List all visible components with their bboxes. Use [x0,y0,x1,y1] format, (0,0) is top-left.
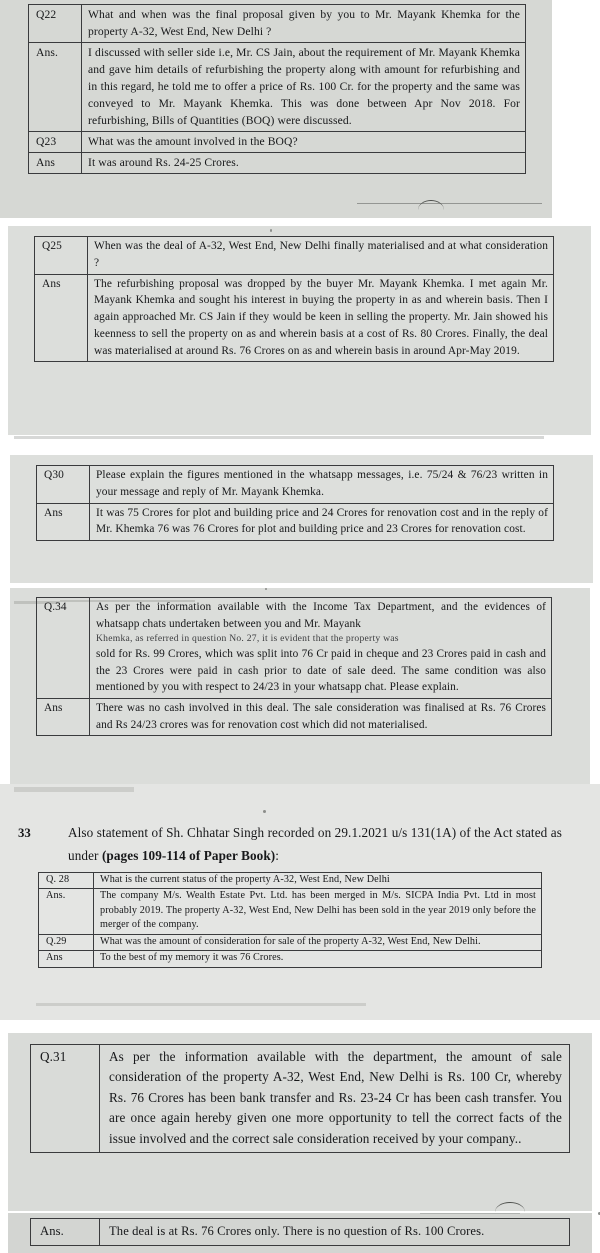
table-row [29,132,526,153]
row-text-part1: As per the information available with the Income Tax Department, and the evidences of whatsapp chats undertaken between you and Mr. Mayank [96,601,546,630]
scan-smudge [14,787,134,792]
scan-speck [265,588,267,590]
paragraph-lead: Also statement of Sh. Chhatar Singh recorded on 29.1.2021 u/s 131(1A) of the Act stated as under [68,825,562,863]
row-label: Q22 [29,5,82,43]
table-row [39,934,542,950]
table-row [39,951,542,967]
table-row [37,503,554,541]
row-label: Q30 [37,466,90,504]
row-text: The refurbishing proposal was dropped by the buyer Mr. Mayank Khemka. I met again Mr. Mayank Khemka and sought his interest in buying the property in as and wherein basis. Then I again approached Mr. CS Jain if they would be keen in selling the property. Mr. Jain showed his keenness to sell the property on as and wherein basis at a cost of Rs. 80 Crores. Finally, the deal was materialised at around Rs. 76 Crores on as and wherein basis in around Apr-May 2019. [88,274,554,362]
table-row [37,598,552,699]
table-row [37,699,552,736]
row-text: There was no cash involved in this deal. The sale consideration was finalised at Rs. 76 Crores and Rs 24/23 crores was for renovation cost which did not materialised. [90,699,552,736]
row-label: Ans [35,274,88,362]
qa-table-q30 [36,465,554,541]
qa-table-final-answer [30,1218,570,1246]
row-text: As per the information available with the department, the amount of sale consideration of the property A-32, West End, New Delhi is Rs. 100 Cr, whereby Rs. 76 Crores has been bank transfer and Rs. 23-24 Cr has been cash transfer. You are once again hereby given one more opportunity to tell the correct facts of the issue involved and the correct sale consideration received by your company.. [100,1045,570,1153]
row-text-faint: Khemka, as referred in question No. 27, it is evident that the property was [96,633,399,645]
row-label: Q.31 [31,1045,100,1153]
scan-smudge [14,436,544,439]
row-text: It was around Rs. 24-25 Crores. [82,153,526,174]
scan-speck [263,810,266,813]
row-label: Ans [29,153,82,174]
row-text-part2: sold for Rs. 99 Crores, which was split into 76 Cr paid in cheque and 23 Crores paid in cash and the 23 Crores were paid in cash prior to date of sale deed. The same condition was also mentioned by you with respect to 24/23 in your whatsapp chat. Please explain. [96,648,546,694]
table-row [35,274,554,362]
table-row [39,889,542,934]
row-text: It was 75 Crores for plot and building price and 24 Crores for renovation cost and in the reply of Mr. Khemka 76 was 76 Crores for plot and building price and 23 Crores for renovation cost. [90,503,554,541]
table-row [31,1219,570,1246]
table-row [37,466,554,504]
row-text: I discussed with seller side i.e, Mr. CS Jain, about the requirement of Mr. Mayank Khemka and gave him details of refurbishing the property along with amount for refurbishing and in this regard, he told me to offer a price of Rs. 100 Cr. for the property and the same was conveyed to Mr. Mayank Khemka. This was done between Apr Nov 2018. For refurbishing, Bills of Quantities (BOQ) were discussed. [82,43,526,132]
scan-line [420,1213,520,1214]
qa-table-q25 [34,236,554,362]
numbered-paragraph-33 [18,822,584,867]
row-text-group [90,598,552,699]
row-text: Please explain the figures mentioned in the whatsapp messages, i.e. 75/24 & 76/23 written in your message and reply of Mr. Mayank Khemka. [90,466,554,504]
paragraph-tail: : [275,847,280,863]
row-text: What was the amount involved in the BOQ? [82,132,526,153]
row-label: Ans. [29,43,82,132]
row-label: Q25 [35,237,88,275]
row-label: Q23 [29,132,82,153]
row-label: Ans [37,699,90,736]
row-label: Q.29 [39,934,94,950]
qa-table-q28 [38,872,542,968]
scan-speck [270,229,272,232]
row-text: The company M/s. Wealth Estate Pvt. Ltd. has been merged in M/s. SICPA India Pvt. Ltd in most probably 2019. The property A-32, West End, New Delhi has been sold in the year 2019 only before the merger of the company. [94,889,542,934]
row-text: What and when was the final proposal given by you to Mr. Mayank Khemka for the property A-32, West End, New Delhi ? [82,5,526,43]
qa-table-q22 [28,4,526,174]
row-label: Ans. [31,1219,100,1246]
paragraph-number: 33 [18,826,31,840]
scan-smudge [36,1003,366,1006]
row-label: Q.34 [37,598,90,699]
table-row [35,237,554,275]
row-text: To the best of my memory it was 76 Crores. [94,951,542,967]
row-text: The deal is at Rs. 76 Crores only. There is no question of Rs. 100 Crores. [100,1219,570,1246]
table-row [31,1045,570,1153]
qa-table-q34 [36,597,552,736]
row-text: What was the amount of consideration for sale of the property A-32, West End, New Delhi. [94,934,542,950]
qa-table-q31 [30,1044,570,1153]
row-text: When was the deal of A-32, West End, New Delhi finally materialised and at what consideration ? [88,237,554,275]
table-row [39,873,542,889]
table-row [29,153,526,174]
table-row [29,5,526,43]
scan-line [357,203,542,204]
paragraph-pages-ref: (pages 109-114 of Paper Book) [101,847,276,863]
paragraph-text [68,822,584,867]
row-text: What is the current status of the property A-32, West End, New Delhi [94,873,542,889]
row-label: Ans [37,503,90,541]
row-label: Q. 28 [39,873,94,889]
row-label: Ans [39,951,94,967]
table-row [29,43,526,132]
row-label: Ans. [39,889,94,934]
